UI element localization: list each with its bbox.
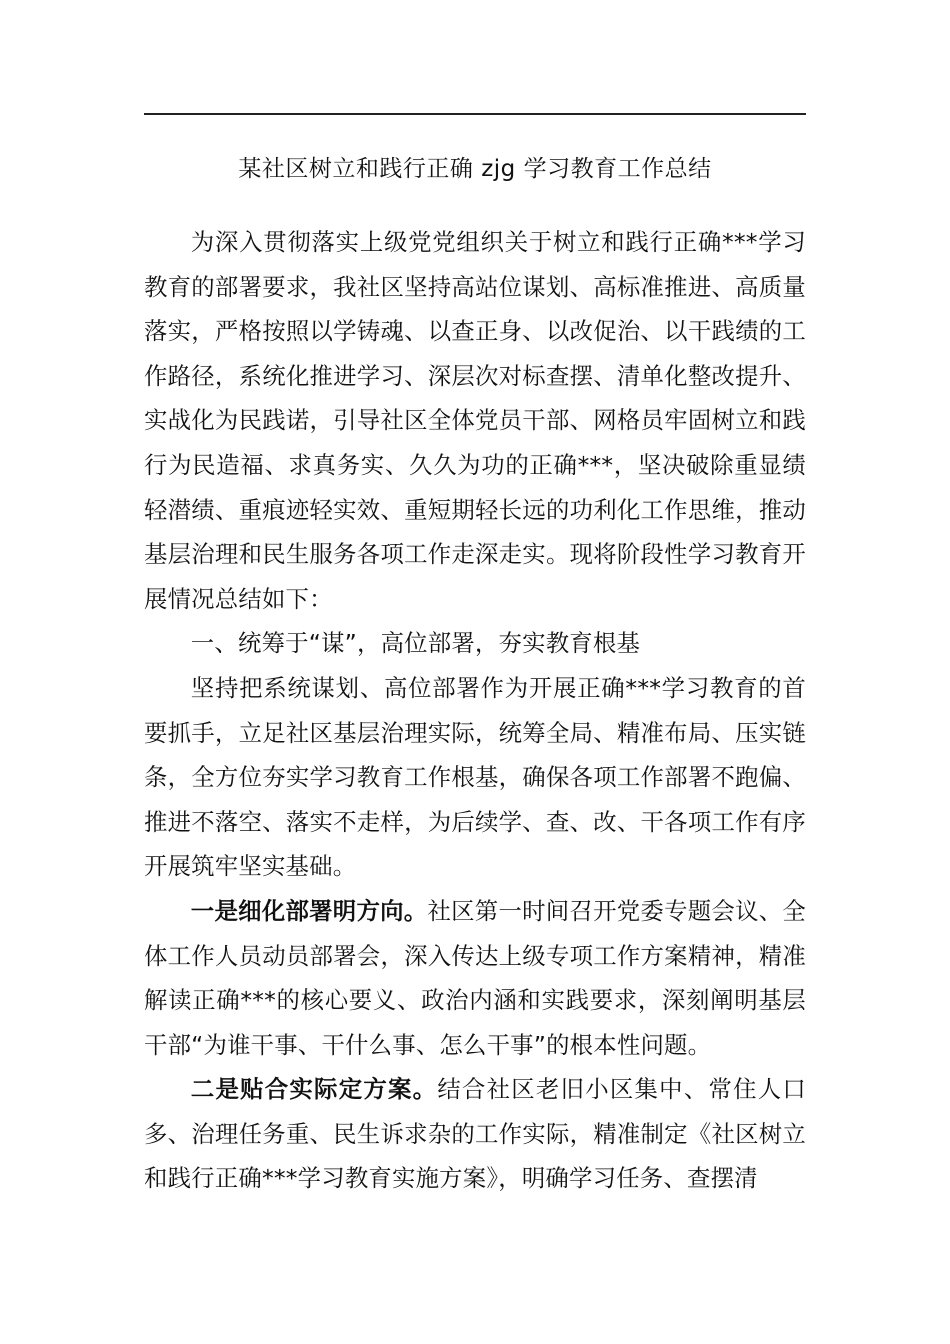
document-body — [144, 220, 806, 1201]
paragraph-text: 结合社区老旧小区集中、常住人口多、治理任务重、民生诉求杂的工作实际，精准制定《社区树立和践行正确***学习教育实施方案》，明确学习任务、查摆清 — [144, 1075, 807, 1193]
point-lead: 一是细化部署明方向。 — [190, 896, 428, 925]
paragraph-text: 为深入贯彻落实上级党党组织关于树立和践行正确***学习教育的部署要求，我社区坚持高站位谋划、高标准推进、高质量落实，严格按照以学铸魂、以查正身、以改促治、以干践绩的工作路径，系统化推进学习、深层次对标查摆、清单化整改提升、实战化为民践诺，引导社区全体党员干部、网格员牢固树立和践行为民造福、求真务实、久久为功的正确***，坚决破除重显绩轻潜绩、重痕迹轻实效、重短期轻长远的功利化工作思维，推动基层治理和民生服务各项工作走深走实。现将阶段性学习教育开展情况总结如下： — [144, 228, 806, 613]
point-1-paragraph — [144, 889, 806, 1067]
point-lead: 二是贴合实际定方案。 — [190, 1075, 438, 1104]
intro-paragraph — [144, 220, 806, 621]
header-rule — [144, 113, 806, 115]
section-1-paragraph — [144, 666, 806, 889]
section-heading-1 — [144, 621, 806, 666]
document-title: 某社区树立和践行正确 zjg 学习教育工作总结 — [238, 156, 712, 182]
paragraph-text: 社区第一时间召开党委专题会议、全体工作人员动员部署会，深入传达上级专项工作方案精神，精准解读正确***的核心要义、政治内涵和实践要求，深刻阐明基层干部“为谁干事、干什么事、怎么干事”的根本性问题。 — [144, 896, 807, 1059]
point-2-paragraph — [144, 1067, 806, 1201]
paragraph-text: 坚持把系统谋划、高位部署作为开展正确***学习教育的首要抓手，立足社区基层治理实际，统筹全局、精准布局、压实链条，全方位夯实学习教育工作根基，确保各项工作部署不跑偏、推进不落空、落实不走样，为后续学、查、改、干各项工作有序开展筑牢坚实基础。 — [144, 673, 806, 881]
paragraph-text: 一、统筹于“谋”，高位部署，夯实教育根基 — [190, 629, 641, 658]
